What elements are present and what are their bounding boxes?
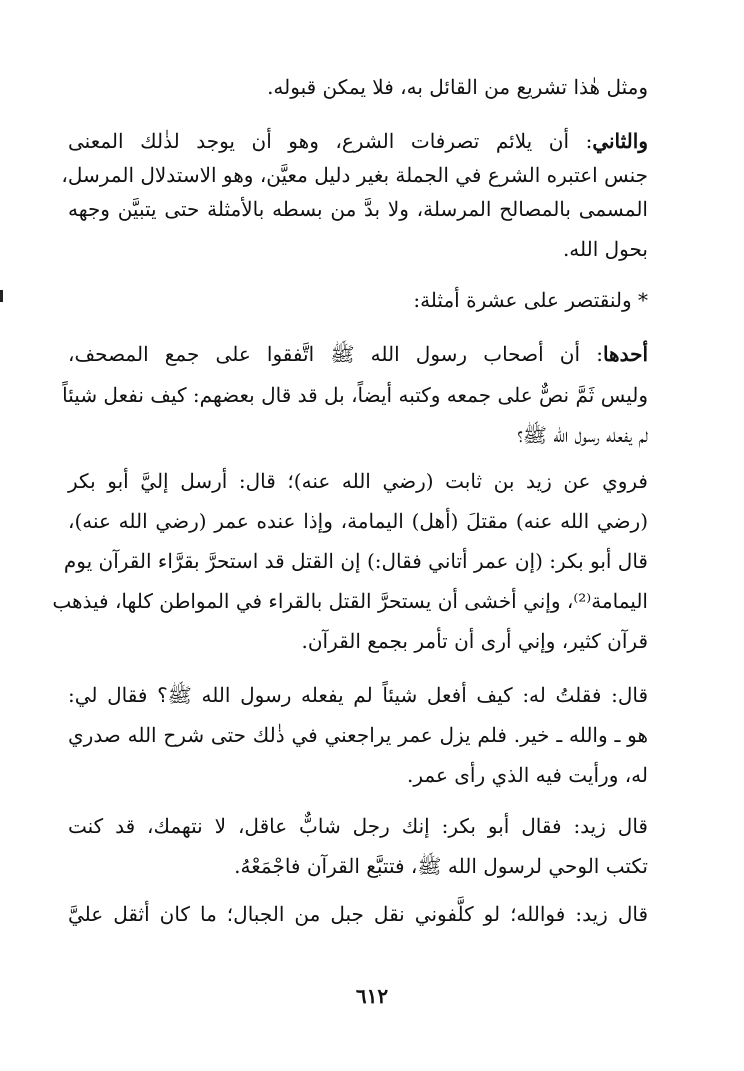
- text-line: [68, 124, 648, 158]
- page-number: ٦١٢: [355, 984, 389, 1008]
- text-line: [68, 232, 648, 266]
- line-text: وليس ثَمَّ نصٌّ على جمعه وكتبه أيضاً، بل قد قال بعضهم: كيف نفعل شيئاً: [62, 383, 648, 407]
- scan-margin-mark: [0, 290, 3, 302]
- line-text: قال أبو بكر: (إن عمر أتاني فقال:) إن القتل قد استحرَّ بقرَّاء القرآن يوم: [63, 549, 648, 573]
- line-text: اليمامة⁽²⁾، وإني أخشى أن يستحرَّ القتل بالقراء في المواطن كلها، فيذهب: [52, 589, 648, 613]
- line-text: (رضي الله عنه) مقتلَ (أهل) اليمامة، وإذا عنده عمر (رضي الله عنه)،: [68, 509, 648, 533]
- line-text: قال زيد: فقال أبو بكر: إنك رجل شابٌّ عاقل، لا نتهمك، قد كنت: [68, 814, 648, 838]
- line-text: جنس اعتبره الشرع في الجملة بغير دليل معيَّن، وهو الاستدلال المرسل،: [61, 163, 648, 187]
- line-text: المسمى بالمصالح المرسلة، ولا بدَّ من بسطه بالأمثلة حتى يتبيَّن وجهه: [68, 197, 648, 221]
- text-line: [68, 809, 648, 843]
- line-text: قال زيد: فوالله؛ لو كلَّفوني نقل جبل من الجبال؛ ما كان أثقل عليَّ: [68, 902, 648, 926]
- line-text: تكتب الوحي لرسول الله ﷺ، فتتبَّع القرآن فاجْمَعْهُ.: [234, 854, 648, 878]
- text-line: [68, 678, 648, 712]
- line-text: له، ورأيت فيه الذي رأى عمر.: [406, 763, 648, 787]
- section-lead-word: والثاني: [592, 129, 648, 153]
- text-line: [68, 897, 648, 931]
- text-line: [68, 504, 648, 538]
- text-line: [68, 464, 648, 498]
- line-text: : أن يلائم تصرفات الشرع، وهو أن يوجد لذٰلك المعنى: [68, 129, 593, 153]
- line-text: بحول الله.: [562, 237, 648, 261]
- text-line: [68, 624, 648, 658]
- text-line: [68, 758, 648, 792]
- text-line: [61, 158, 648, 192]
- text-line: [68, 418, 648, 452]
- line-text: لم يفعله رسول الله ﷺ؟: [517, 423, 648, 447]
- text-line: [68, 70, 648, 104]
- text-line: [68, 192, 648, 226]
- line-text: هو ـ والله ـ خير. فلم يزل عمر يراجعني في ذٰلك حتى شرح الله صدري: [68, 723, 648, 747]
- line-text: قرآن كثير، وإني أرى أن تأمر بجمع القرآن.: [301, 629, 648, 653]
- text-line: [63, 544, 648, 578]
- line-text: فروي عن زيد بن ثابت (رضي الله عنه)؛ قال: أرسل إليَّ أبو بكر: [68, 469, 648, 493]
- text-line: [68, 718, 648, 752]
- text-line: [52, 584, 648, 618]
- line-text: : أن أصحاب رسول الله ﷺ اتَّفقوا على جمع المصحف،: [68, 342, 603, 366]
- text-line: [68, 337, 648, 371]
- text-line: [68, 283, 648, 317]
- line-text: * ولنقتصر على عشرة أمثلة:: [413, 288, 648, 312]
- line-text: ومثل هٰذا تشريع من القائل به، فلا يمكن قبوله.: [267, 75, 648, 99]
- text-line: [62, 378, 648, 412]
- text-line: [68, 849, 648, 883]
- section-lead-word: أحدها: [602, 342, 648, 366]
- line-text: قال: فقلتُ له: كيف أفعل شيئاً لم يفعله رسول الله ﷺ؟ فقال لي:: [68, 683, 648, 707]
